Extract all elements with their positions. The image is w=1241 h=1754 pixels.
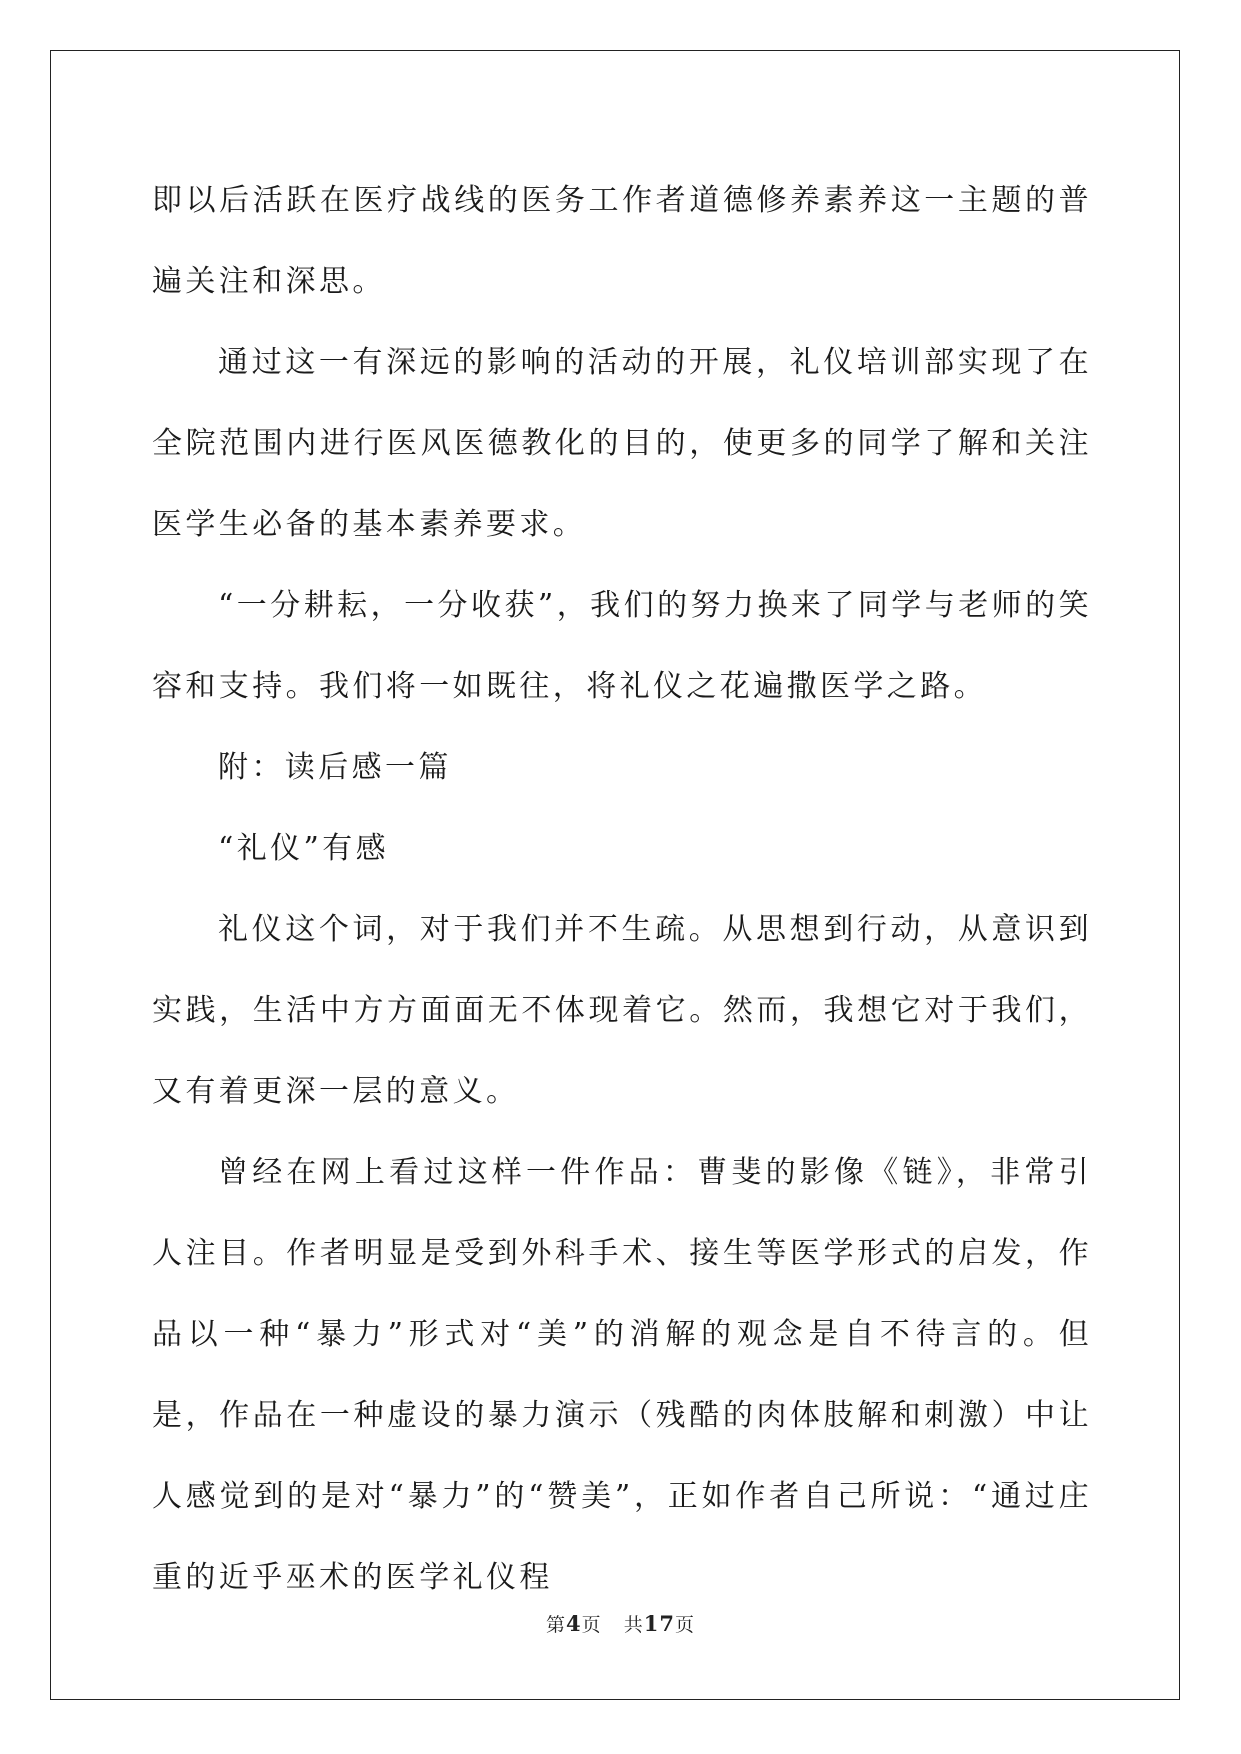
current-page-number: 4 [566,1611,582,1636]
paragraph-3: “一分耕耘，一分收获”，我们的努力换来了同学与老师的笑容和支持。我们将一如既往，将礼仪之花遍撒医学之路。 [152,588,1092,704]
paragraph-6: 礼仪这个词，对于我们并不生疏。从思想到行动，从意识到实践，生活中方方面面无不体现着它。然而，我想它对于我们，又有着更深一层的意义。 [152,912,1092,1109]
total-page-number: 17 [643,1611,675,1636]
essay-title: “礼仪”有感 [218,831,390,866]
appendix-label: 附：读后感一篇 [218,750,452,785]
document-body [152,160,1092,1618]
footer-page-suffix: 页 [581,1614,602,1636]
footer-total-prefix: 共 [623,1614,644,1636]
footer-prefix: 第 [546,1614,567,1636]
paragraph-2: 通过这一有深远的影响的活动的开展，礼仪培训部实现了在全院范围内进行医风医德教化的目的，使更多的同学了解和关注医学生必备的基本素养要求。 [152,345,1092,542]
paragraph-1: 即以后活跃在医疗战线的医务工作者道德修养素养这一主题的普遍关注和深思。 [152,183,1092,299]
page-footer [0,1610,1241,1637]
paragraph-7: 曾经在网上看过这样一件作品：曹斐的影像《链》，非常引人注目。作者明显是受到外科手术、接生等医学形式的启发，作品以一种“暴力”形式对“美”的消解的观念是自不待言的。但是，作品在一种虚设的暴力演示（残酷的肉体肢解和刺激）中让人感觉到的是对“暴力”的“赞美”，正如作者自己所说：“通过庄重的近乎巫术的医学礼仪程 [152,1155,1092,1595]
footer-total-suffix: 页 [674,1614,695,1636]
